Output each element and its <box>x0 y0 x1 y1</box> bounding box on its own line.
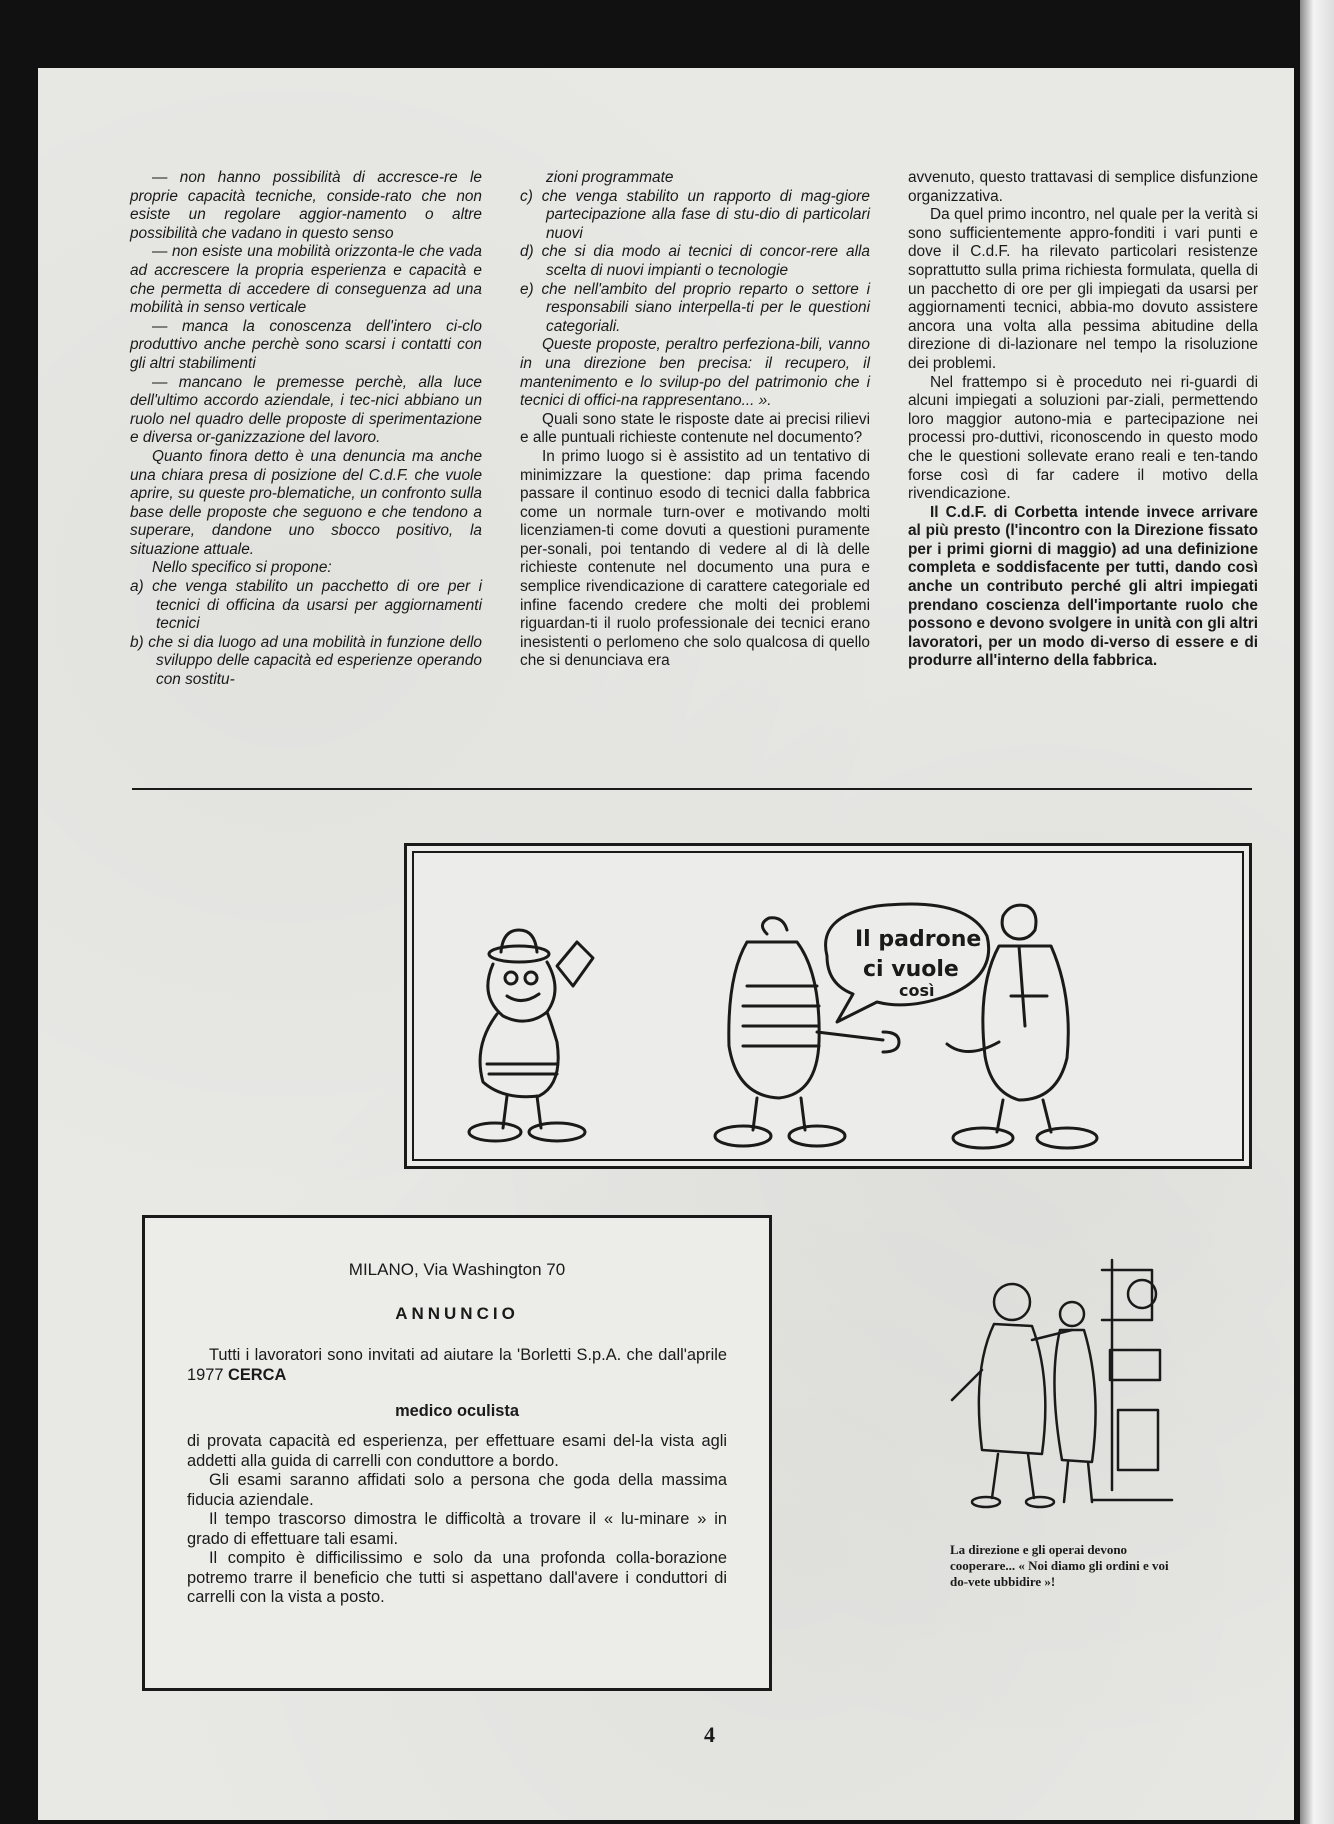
cartoon-caption: La direzione e gli operai devono cooperare... « Noi diamo gli ordini e voi do-vete ubbidire »! <box>950 1542 1169 1589</box>
article-paragraph: In primo luogo si è assistito ad un tentativo di minimizzare la questione: dap prima facendo passare il continuo esodo di tecnici dalla fabbrica come un normale turn-over e motivando molti licenziamen-ti come dovuti a questioni puramente per-sonali, poi tentando di vedere al di là delle richieste contenute nel documento una pura e semplice rivendicazione di carattere categoriale ed infine facendo credere che molti dei problemi riguardan-ti il ruolo professionale dei tecnici erano inesistenti o perlomeno che solo qualcosa di quello che si denunciava era <box>520 447 870 670</box>
annuncio-intro-bold: CERCA <box>228 1365 287 1384</box>
article-paragraph: avvenuto, questo trattavasi di semplice disfunzione organizzativa. <box>908 169 1258 205</box>
annuncio-title: ANNUNCIO <box>395 1304 519 1323</box>
article-column-1 <box>130 169 482 690</box>
cartoon-panel <box>404 843 1252 1169</box>
article-paragraph: e) che nell'ambito del proprio reparto o settore i responsabili siano interpella-ti per le questioni categoriali. <box>520 280 870 335</box>
article-paragraph: b) che si dia luogo ad una mobilità in funzione dello sviluppo delle capacità ed esperienze operando con sostitu- <box>130 633 482 689</box>
article-paragraph: a) che venga stabilito un pacchetto di ore per i tecnici di officina da usarsi per aggiornamenti tecnici <box>130 578 482 633</box>
annuncio-subtitle: medico oculista <box>395 1402 519 1420</box>
article-paragraph: Nello specifico si propone: <box>152 559 332 577</box>
article-paragraph: Il C.d.F. di Corbetta intende invece arrivare al più presto (l'incontro con la Direzione fissato per i primi giorni di maggio) ad una definizione completa e soddisfacente per tutti, dando così anche un contributo perché gli altri impiegati prendano coscienza dell'importante ruolo che possono e devono svolgere in unità con gli altri lavoratori, per un modo di-verso di essere e di produrre all'interno della fabbrica. <box>908 503 1258 670</box>
annuncio-box <box>142 1215 772 1691</box>
page-number: 4 <box>704 1722 715 1747</box>
article-column-2 <box>520 169 870 671</box>
annuncio-intro <box>187 1346 727 1385</box>
annuncio-paragraph: Gli esami saranno affidati solo a persona che goda della massima fiducia aziendale. <box>187 1471 727 1509</box>
annuncio-intro-text: Tutti i lavoratori sono invitati ad aiutare la 'Borletti S.p.A. che dall'aprile 1977 <box>187 1346 727 1384</box>
page-edge <box>1300 0 1334 1824</box>
article-paragraph: Queste proposte, peraltro perfeziona-bili, vanno in una direzione ben precisa: il recupero, il mantenimento e lo svilup-po del patrimonio che i tecnici di offici-na rappresentano... ». <box>520 336 870 410</box>
article-paragraph: — mancano le premesse perchè, alla luce dell'ultimo accordo aziendale, i tec-nici abbiano un ruolo nel quadro delle proposte di sperimentazione e diversa or-ganizzazione del lavoro. <box>130 373 482 447</box>
article-paragraph: Quali sono state le risposte date ai precisi rilievi e alle puntuali richieste contenute nel documento? <box>520 410 870 447</box>
annuncio-paragraph: di provata capacità ed esperienza, per effettuare esami del-la vista agli addetti alla guida di carrelli con conduttore a bordo. <box>187 1432 727 1470</box>
cartoon-illustration <box>407 846 1249 1166</box>
annuncio-header: MILANO, Via Washington 70 <box>348 1260 566 1279</box>
article-paragraph: Da quel primo incontro, nel quale per la verità si sono sufficientemente appro-fonditi i vari punti e dove il C.d.F. ha rilevato particolari resistenze soprattutto sulla prima richiesta formulata, quella di un pacchetto di ore per gli impiegati da usarsi per aggiornamenti tecnici, abbia-mo dovuto assistere ancora una volta alla pessima abitudine della direzione di di-lazionare nel tempo la risoluzione dei problemi. <box>908 206 1258 372</box>
speech-line-2: ci vuole <box>863 957 959 982</box>
annuncio-paragraph: Il compito è difficilissimo e solo da una profonda colla-borazione potremo trarre il beneficio che tutti si aspettano dall'avere i conduttori di carrelli con la vista a posto. <box>187 1549 727 1606</box>
article-paragraph: — manca la conoscenza dell'intero ci-clo produttivo anche perchè sono scarsi i contatti con gli altri stabilimenti <box>130 317 482 372</box>
article-column-3 <box>908 169 1258 671</box>
article-paragraph: c) che venga stabilito un rapporto di mag-giore partecipazione alla fase di stu-dio di particolari nuovi <box>520 187 870 242</box>
article-paragraph: — non hanno possibilità di accresce-re le proprie capacità tecniche, conside-rato che non esiste un regolare aggior-namento o altre possibilità che vadano in questo senso <box>130 169 482 242</box>
annuncio-paragraph: Il tempo trascorso dimostra le difficoltà a trovare il « lu-minare » in grado di effettuare tali esami. <box>187 1510 727 1548</box>
article-paragraph: — non esiste una mobilità orizzonta-le che vada ad accrescere la propria esperienza e capacità e che permetta di accedere di conseguenza ad una mobilità in senso verticale <box>130 243 482 317</box>
section-divider <box>132 788 1252 790</box>
doctor-cartoon-illustration <box>942 1250 1182 1530</box>
article-paragraph: d) che si dia modo ai tecnici di concor-rere alla scelta di nuovi impianti o tecnologie <box>520 243 870 279</box>
article-paragraph: Nel frattempo si è proceduto nei ri-guardi di alcuni impiegati a soluzioni par-ziali, permettendo loro maggior autono-mia e partecipazione nei processi pro-duttivi, riconoscendo in questo modo che le questioni sollevate erano reali e ten-tando forse così di far cadere il motivo della rivendicazione. <box>908 373 1258 503</box>
speech-line-1: Il padrone <box>855 927 982 952</box>
speech-line-3: così <box>899 981 935 1000</box>
article-paragraph: Quanto finora detto è una denuncia ma anche una chiara presa di posizione del C.d.F. che vuole aprire, su queste pro-blematiche, un confronto sulla base delle proposte che seguono e che tendono a superare, dandone uno sbocco positivo, la situazione attuale. <box>130 447 482 558</box>
annuncio-body <box>187 1432 727 1608</box>
article-paragraph: zioni programmate <box>546 169 674 186</box>
